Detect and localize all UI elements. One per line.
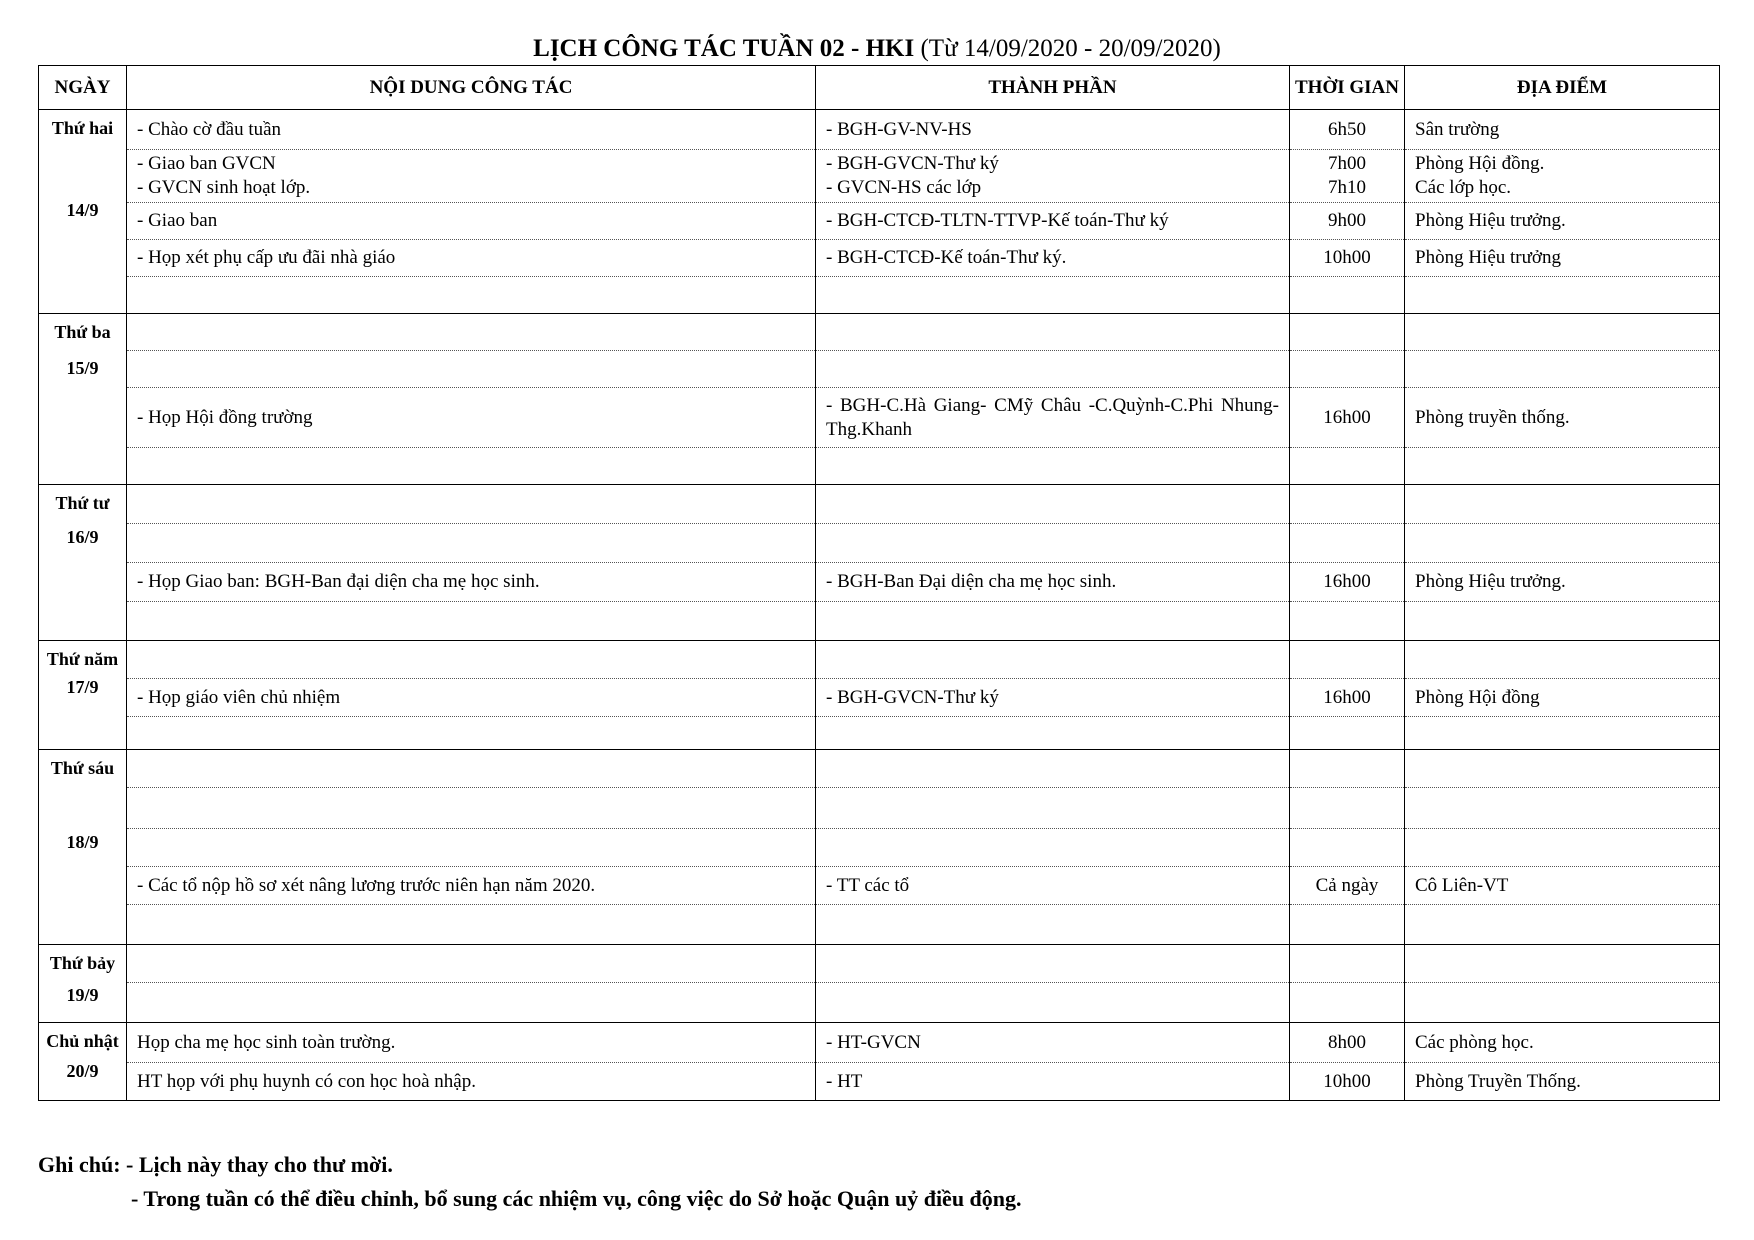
day-cell-mon [39,110,127,314]
cell-participants [816,351,1290,388]
header-participants: THÀNH PHẦN [816,66,1290,110]
cell-participants [816,448,1290,485]
time-text: 9h00 [1328,210,1366,231]
cell-time [1290,867,1405,905]
content-text: Họp cha mẹ học sinh toàn trường. [137,1031,396,1053]
notes-section [38,1148,1022,1216]
cell-content [127,867,816,905]
cell-participants [816,867,1290,905]
title-date-range: (Từ 14/09/2020 - 20/09/2020) [920,35,1221,62]
cell-participants [816,679,1290,717]
cell-participants [816,983,1290,1023]
cell-content [127,110,816,150]
cell-content [127,905,816,945]
cell-time [1290,277,1405,314]
cell-time [1290,750,1405,788]
cell-content [127,150,816,203]
table-row [39,602,1720,641]
cell-location [1405,563,1720,602]
table-row [39,448,1720,485]
table-row [39,905,1720,945]
cell-content [127,388,816,448]
title-main: LỊCH CÔNG TÁC TUẦN 02 - HKI [533,35,915,62]
participants-text: - BGH-GVCN-Thư ký [826,153,999,174]
day-date: 19/9 [66,985,99,1005]
cell-location [1405,983,1720,1023]
table-row [39,717,1720,750]
cell-location [1405,351,1720,388]
schedule-body [39,110,1720,1101]
cell-participants [816,717,1290,750]
cell-participants [816,485,1290,524]
cell-location [1405,905,1720,945]
notes-line-2: - Trong tuần có thể điều chỉnh, bổ sung các nhiệm vụ, công việc do Sở hoặc Quận uỷ điều động. [131,1186,1022,1211]
cell-time [1290,1063,1405,1101]
cell-location [1405,750,1720,788]
cell-content [127,602,816,641]
table-row [39,150,1720,203]
cell-time [1290,203,1405,240]
cell-time [1290,788,1405,829]
cell-time [1290,905,1405,945]
cell-time [1290,314,1405,351]
table-row [39,203,1720,240]
content-text: - Họp xét phụ cấp ưu đãi nhà giáo [137,247,396,268]
schedule-table [38,65,1720,1101]
time-text: 10h00 [1323,247,1371,268]
day-name: Thứ năm [46,649,119,669]
time-text: 7h00 [1328,153,1366,174]
cell-time [1290,563,1405,602]
cell-participants [816,563,1290,602]
cell-participants [816,788,1290,829]
cell-location [1405,277,1720,314]
day-name: Thứ sáu [50,758,115,778]
cell-time [1290,388,1405,448]
table-row [39,563,1720,602]
header-row [39,66,1720,110]
cell-participants [816,750,1290,788]
table-row [39,1023,1720,1063]
cell-time [1290,240,1405,277]
table-row [39,240,1720,277]
cell-content [127,945,816,983]
location-text: Phòng Hiệu trưởng [1415,247,1561,268]
day-cell-sat [39,945,127,1023]
content-text: - Các tổ nộp hồ sơ xét nâng lương trước niên hạn năm 2020. [137,874,596,896]
content-text: - Chào cờ đầu tuần [137,118,282,140]
cell-content [127,240,816,277]
cell-location [1405,388,1720,448]
day-cell-fri [39,750,127,945]
cell-location [1405,602,1720,641]
cell-location [1405,110,1720,150]
day-cell-wed [39,485,127,641]
cell-time [1290,983,1405,1023]
cell-content [127,788,816,829]
cell-content [127,717,816,750]
participants-text: - HT [826,1070,863,1092]
location-text: Phòng truyền thống. [1415,406,1570,428]
day-name: Thứ hai [51,118,114,138]
location-text: Cô Liên-VT [1415,874,1509,896]
table-row [39,485,1720,524]
cell-time [1290,351,1405,388]
day-name: Thứ ba [54,322,111,342]
day-name: Chủ nhật [46,1031,119,1051]
cell-location [1405,448,1720,485]
day-date: 18/9 [66,832,99,852]
cell-location [1405,829,1720,867]
cell-participants [816,240,1290,277]
cell-content [127,1023,816,1063]
cell-time [1290,448,1405,485]
time-text: Cả ngày [1315,874,1379,896]
cell-content [127,829,816,867]
cell-location [1405,717,1720,750]
content-text: - Giao ban [137,210,218,231]
participants-text: - TT các tổ [826,874,910,896]
cell-time [1290,945,1405,983]
participants-text: - BGH-GV-NV-HS [826,118,972,140]
cell-participants [816,314,1290,351]
table-row [39,277,1720,314]
cell-content [127,314,816,351]
header-content: NỘI DUNG CÔNG TÁC [127,66,816,110]
cell-content [127,203,816,240]
day-date: 17/9 [66,677,99,697]
participants-text: - BGH-CTCĐ-TLTN-TTVP-Kế toán-Thư ký [826,210,1169,231]
day-cell-tue [39,314,127,485]
cell-location [1405,945,1720,983]
cell-content [127,983,816,1023]
cell-participants [816,1023,1290,1063]
table-row [39,679,1720,717]
participants-text: - GVCN-HS các lớp [826,177,982,198]
table-row [39,750,1720,788]
cell-time [1290,110,1405,150]
cell-location [1405,150,1720,203]
day-name: Thứ tư [55,493,110,513]
cell-time [1290,1023,1405,1063]
cell-location [1405,1063,1720,1101]
cell-time [1290,602,1405,641]
content-text: - Họp Giao ban: BGH-Ban đại diện cha mẹ học sinh. [137,571,540,592]
time-text: 8h00 [1328,1031,1366,1053]
location-text: Phòng Hiệu trưởng. [1415,571,1566,592]
cell-participants [816,277,1290,314]
content-text: - Họp Hội đồng trường [137,406,313,428]
cell-participants [816,150,1290,203]
cell-content [127,277,816,314]
header-location: ĐỊA ĐIỂM [1405,66,1720,110]
cell-participants [816,905,1290,945]
cell-time [1290,717,1405,750]
time-text: 16h00 [1323,571,1371,592]
content-text: HT họp với phụ huynh có con học hoà nhập. [137,1070,476,1092]
cell-time [1290,641,1405,679]
cell-location [1405,314,1720,351]
cell-location [1405,203,1720,240]
cell-location [1405,641,1720,679]
time-text: 16h00 [1323,686,1371,708]
table-row [39,110,1720,150]
location-text: Các phòng học. [1415,1031,1534,1053]
cell-time [1290,524,1405,563]
cell-participants [816,524,1290,563]
cell-time [1290,150,1405,203]
cell-location [1405,867,1720,905]
day-date: 16/9 [66,527,99,547]
cell-participants [816,829,1290,867]
table-row [39,1063,1720,1101]
notes-line-1 [38,1148,1022,1182]
table-row [39,641,1720,679]
location-text: Phòng Hội đồng [1415,686,1540,708]
table-row [39,945,1720,983]
table-row [39,524,1720,563]
day-date: 14/9 [66,200,99,220]
time-text: 6h50 [1328,118,1366,140]
table-row [39,829,1720,867]
day-date: 15/9 [66,358,99,378]
notes-text-1: : - Lịch này thay cho thư mời. [113,1152,393,1177]
cell-participants [816,203,1290,240]
cell-location [1405,240,1720,277]
cell-location [1405,485,1720,524]
location-text: Sân trường [1415,118,1500,140]
cell-participants [816,1063,1290,1101]
participants-text: - HT-GVCN [826,1031,921,1053]
cell-content [127,524,816,563]
day-date: 20/9 [66,1061,99,1081]
cell-location [1405,788,1720,829]
location-text: Phòng Truyền Thống. [1415,1070,1581,1092]
header-day: NGÀY [39,66,127,110]
content-text: - Họp giáo viên chủ nhiệm [137,686,341,708]
table-row [39,983,1720,1023]
time-text: 7h10 [1328,177,1366,198]
table-row [39,388,1720,448]
day-cell-sun [39,1023,127,1101]
table-row [39,314,1720,351]
participants-text: - BGH-Ban Đại diện cha mẹ học sinh. [826,571,1117,592]
cell-content [127,563,816,602]
cell-content [127,485,816,524]
cell-location [1405,1023,1720,1063]
cell-time [1290,829,1405,867]
day-name: Thứ bảy [49,953,116,973]
time-text: 10h00 [1323,1070,1371,1092]
participants-text: - BGH-C.Hà Giang- CMỹ Châu -C.Quỳnh-C.Phi Nhung-Thg.Khanh [826,394,1279,440]
cell-content [127,351,816,388]
cell-content [127,641,816,679]
table-row [39,867,1720,905]
page-title [0,32,1754,66]
time-text: 16h00 [1323,406,1371,428]
content-text: - Giao ban GVCN [137,153,276,174]
cell-location [1405,679,1720,717]
location-text: Các lớp học. [1415,177,1512,198]
cell-participants [816,388,1290,448]
cell-participants [816,945,1290,983]
cell-location [1405,524,1720,563]
cell-content [127,1063,816,1101]
cell-content [127,679,816,717]
location-text: Phòng Hội đồng. [1415,153,1545,174]
table-row [39,351,1720,388]
content-text: - GVCN sinh hoạt lớp. [137,177,311,198]
cell-participants [816,110,1290,150]
cell-content [127,448,816,485]
location-text: Phòng Hiệu trưởng. [1415,210,1566,231]
header-time: THỜI GIAN [1290,66,1405,110]
cell-time [1290,485,1405,524]
participants-text: - BGH-GVCN-Thư ký [826,686,999,708]
cell-time [1290,679,1405,717]
day-cell-thu [39,641,127,750]
table-row [39,788,1720,829]
participants-text: - BGH-CTCĐ-Kế toán-Thư ký. [826,247,1067,268]
cell-participants [816,641,1290,679]
cell-content [127,750,816,788]
notes-label: Ghi chú [38,1152,114,1177]
cell-participants [816,602,1290,641]
